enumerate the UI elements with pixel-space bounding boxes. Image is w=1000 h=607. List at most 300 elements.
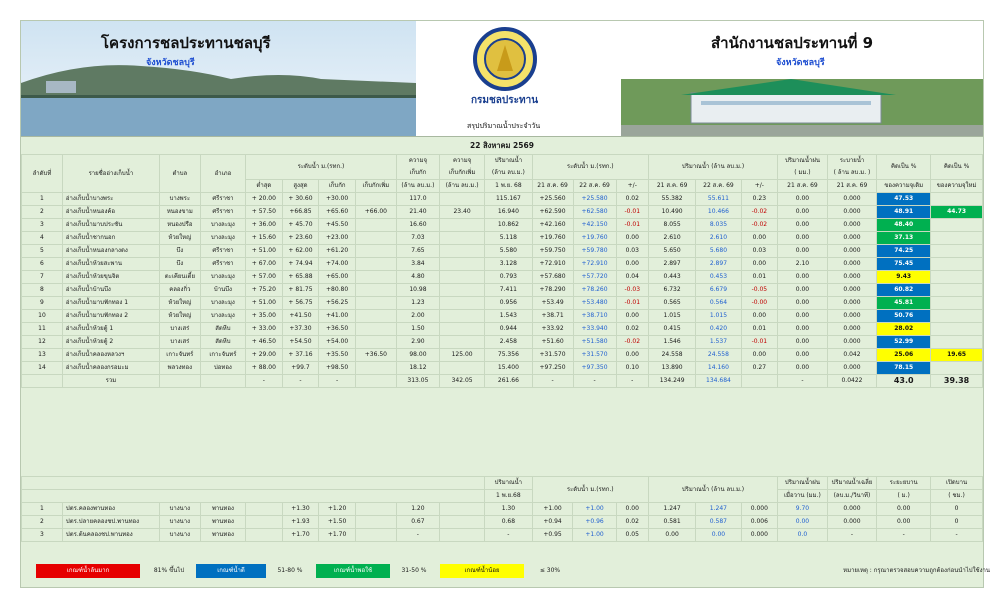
total-dash-7: -: [778, 375, 828, 388]
row-high: +66.85: [282, 206, 319, 219]
col-store: เก็บกัก: [319, 180, 356, 193]
row-pct-new-badge: [931, 258, 983, 271]
row-cap-b: [439, 219, 484, 232]
total-dash-2: -: [282, 375, 319, 388]
row-tambon: หนองขาม: [159, 206, 200, 219]
table-row: [22, 323, 983, 336]
row-name: อ่างเก็บน้ำคลองกรอมะม: [62, 362, 159, 375]
row-high: + 23.60: [282, 232, 319, 245]
row-high: + 81.75: [282, 284, 319, 297]
row-name: อ่างเก็บน้ำห้วยตู้ 2: [62, 336, 159, 349]
total-row: [22, 375, 983, 388]
col-vol-pm: +/-: [741, 180, 778, 193]
row-cap-b: [439, 284, 484, 297]
row-low: + 75.20: [246, 284, 283, 297]
row-high: +54.50: [282, 336, 319, 349]
gate-capacity: -: [396, 529, 439, 542]
row-cap-a: 1.23: [396, 297, 439, 310]
row-level-diff: -0.03: [616, 284, 648, 297]
right-subtitle: จังหวัดชลบุรี: [776, 58, 825, 68]
row-amphoe: เกาะจันทร์: [200, 349, 245, 362]
row-pct-new-badge: [931, 362, 983, 375]
row-level-d1: +51.60: [532, 336, 573, 349]
row-pct-new-badge: [931, 284, 983, 297]
gate-name: ปตร.ปลายคลองชป.พานทอง: [62, 516, 159, 529]
total-dash-3: -: [319, 375, 356, 388]
row-drain: 0.000: [827, 336, 877, 349]
row-pct-old-badge: 48.91: [877, 206, 931, 219]
row-vol-d2: 14.160: [696, 362, 741, 375]
row-level-d2: +19.760: [573, 232, 616, 245]
row-vol-diff: -0.02: [741, 206, 778, 219]
gate-inflow: 0.000: [827, 516, 877, 529]
row-rain: 0.00: [778, 310, 828, 323]
row-vol-diff: 0.27: [741, 362, 778, 375]
row-amphoe: บ่อทอง: [200, 362, 245, 375]
row-pct-new-badge: 19.65: [931, 349, 983, 362]
col-amphoe: อำเภอ: [200, 155, 245, 193]
gate-level-d1: +0.95: [532, 529, 573, 542]
row-high: + 45.70: [282, 219, 319, 232]
gate-capacity: 1.20: [396, 503, 439, 516]
row-pct-new-badge: [931, 193, 983, 206]
row-vol-diff: -0.00: [741, 297, 778, 310]
gate-level-diff: 0.02: [616, 516, 648, 529]
row-store: +80.80: [319, 284, 356, 297]
row-vol-d2: 6.679: [696, 284, 741, 297]
row-rain: 0.00: [778, 271, 828, 284]
gate-vol-diff: 0.006: [741, 516, 778, 529]
col-volume: ปริมาณน้ำ (ล้าน ลบ.ม.): [648, 155, 777, 180]
table-row: [22, 193, 983, 206]
row-tambon: ห้วยใหญ่: [159, 310, 200, 323]
row-vol-1nov68: 0.793: [485, 271, 532, 284]
row-store-extra: [355, 271, 396, 284]
col-capacity-a: [396, 155, 439, 180]
row-level-diff: -0.02: [616, 336, 648, 349]
row-high: + 56.75: [282, 297, 319, 310]
row-cap-b: [439, 362, 484, 375]
col-lvl-d1: 21 ส.ค. 69: [532, 180, 573, 193]
gate-level-d2: +1.00: [573, 529, 616, 542]
row-level-diff: 0.04: [616, 271, 648, 284]
row-amphoe: สัตหีบ: [200, 336, 245, 349]
row-cap-b: [439, 310, 484, 323]
col-capacity-b: [439, 155, 484, 180]
row-vol-d2: 55.611: [696, 193, 741, 206]
row-cap-b: [439, 336, 484, 349]
row-amphoe: สัตหีบ: [200, 323, 245, 336]
col-rain: [778, 155, 828, 180]
row-tambon: พลวงทอง: [159, 362, 200, 375]
row-no: 7: [22, 271, 63, 284]
total-dash-4: -: [532, 375, 573, 388]
row-drain: 0.000: [827, 310, 877, 323]
row-no: 2: [22, 206, 63, 219]
row-pct-new-badge: [931, 323, 983, 336]
legend-green-box: เกณฑ์น้ำพอใช้: [316, 564, 390, 578]
total-dash-5: -: [573, 375, 616, 388]
row-rain: 0.00: [778, 245, 828, 258]
row-cap-b: [439, 271, 484, 284]
col-rain-2: ( มม.): [794, 169, 811, 176]
row-vol-d2: 1.015: [696, 310, 741, 323]
row-vol-diff: 0.00: [741, 232, 778, 245]
gate-level-d1: +0.94: [532, 516, 573, 529]
gate-col-drain: ระยะยบาน: [877, 477, 931, 490]
row-drain: 0.000: [827, 232, 877, 245]
row-high: + 37.16: [282, 349, 319, 362]
row-name: อ่างเก็บน้ำมาบฟักทอง 2: [62, 310, 159, 323]
gate-tambon: บางนาง: [159, 516, 200, 529]
row-name: อ่างเก็บน้ำหนองค้อ: [62, 206, 159, 219]
gate-level-d2: +1.00: [573, 503, 616, 516]
legend-red-box: เกณฑ์น้ำล้นมาก: [36, 564, 140, 578]
row-level-d2: +25.580: [573, 193, 616, 206]
row-no: 1: [22, 193, 63, 206]
row-low: + 57.50: [246, 206, 283, 219]
row-no: 10: [22, 310, 63, 323]
gate-open: -: [931, 529, 983, 542]
row-store: +45.50: [319, 219, 356, 232]
row-cap-a: 7.65: [396, 245, 439, 258]
row-cap-a: 7.03: [396, 232, 439, 245]
row-vol-diff: 0.03: [741, 245, 778, 258]
row-vol-d1: 0.565: [648, 297, 695, 310]
row-no: 14: [22, 362, 63, 375]
gate-col-open: เปิดบาน: [931, 477, 983, 490]
row-no: 8: [22, 284, 63, 297]
row-amphoe: ศรีราชา: [200, 193, 245, 206]
row-rain: 0.00: [778, 336, 828, 349]
row-level-diff: 0.00: [616, 310, 648, 323]
gate-tambon: บางนาง: [159, 503, 200, 516]
row-level-d1: +25.560: [532, 193, 573, 206]
row-low: + 57.00: [246, 271, 283, 284]
row-pct-new-badge: [931, 310, 983, 323]
row-vol-d1: 5.650: [648, 245, 695, 258]
row-store-extra: [355, 310, 396, 323]
row-drain: 0.000: [827, 284, 877, 297]
row-store-extra: [355, 232, 396, 245]
row-level-d1: +78.290: [532, 284, 573, 297]
row-pct-old-badge: 74.25: [877, 245, 931, 258]
total-pct-b: 39.38: [931, 375, 983, 388]
row-vol-d2: 0.420: [696, 323, 741, 336]
row-cap-b: [439, 232, 484, 245]
row-name: อ่างเก็บน้ำห้วยตู้ 1: [62, 323, 159, 336]
row-pct-old-badge: 28.02: [877, 323, 931, 336]
row-rain: 0.00: [778, 232, 828, 245]
row-vol-d1: 8.055: [648, 219, 695, 232]
row-vol-d1: 1.015: [648, 310, 695, 323]
row-vol-diff: 0.00: [741, 349, 778, 362]
gate-col-volume: ปริมาณน้ำ (ล้าน ลบ.ม.): [648, 477, 777, 503]
row-vol-d1: 1.546: [648, 336, 695, 349]
row-cap-a: 18.12: [396, 362, 439, 375]
row-vol-1nov68: 10.862: [485, 219, 532, 232]
gate-rain: 0.0: [778, 529, 828, 542]
row-store: +36.50: [319, 323, 356, 336]
row-pct-new-badge: 44.73: [931, 206, 983, 219]
row-pct-new-badge: [931, 297, 983, 310]
row-pct-new-badge: [931, 271, 983, 284]
col-lvl-pm: +/-: [616, 180, 648, 193]
row-level-d1: +19.760: [532, 232, 573, 245]
total-v1: 134.249: [648, 375, 695, 388]
row-vol-d2: 2.610: [696, 232, 741, 245]
row-drain: 0.000: [827, 258, 877, 271]
row-rain: 0.00: [778, 206, 828, 219]
col-level-msl: ระดับน้ำ ม.(รทก.): [246, 155, 397, 180]
table-row: [22, 219, 983, 232]
row-drain: 0.000: [827, 297, 877, 310]
row-store: +23.00: [319, 232, 356, 245]
department-name: กรมชลประทาน: [471, 95, 539, 106]
col-drain-2: ( ล้าน ลบ.ม. ): [833, 169, 871, 176]
row-tambon: ห้วยใหญ่: [159, 297, 200, 310]
gate-col-drain-unit: ( ม.): [877, 490, 931, 503]
row-pct-old-badge: 78.15: [877, 362, 931, 375]
table-row: [22, 206, 983, 219]
gate-col-inflow: ปริมาณน้ำเฉลี่ย: [827, 477, 877, 490]
row-vol-diff: -0.05: [741, 284, 778, 297]
row-store: +41.00: [319, 310, 356, 323]
row-no: 9: [22, 297, 63, 310]
row-level-d2: +38.710: [573, 310, 616, 323]
row-vol-d2: 10.466: [696, 206, 741, 219]
row-amphoe: ศรีราชา: [200, 245, 245, 258]
row-drain: 0.042: [827, 349, 877, 362]
col-level: ระดับน้ำ ม.(รทก.): [532, 155, 648, 180]
col-pct-a: คิดเป็น %: [877, 155, 931, 180]
row-store: +98.50: [319, 362, 356, 375]
col-vol-d1: 21 ส.ค. 69: [648, 180, 695, 193]
report-date: 22 สิงหาคม 2569: [21, 136, 983, 155]
row-vol-1nov68: 7.411: [485, 284, 532, 297]
row-low: + 67.00: [246, 258, 283, 271]
row-vol-diff: -0.01: [741, 336, 778, 349]
legend-blue-range: 51-80 %: [277, 567, 303, 574]
report-caption: สรุปปริมาณน้ำประจำวัน: [467, 122, 541, 130]
gate-vol-d2: 1.247: [696, 503, 741, 516]
row-level-d2: +72.910: [573, 258, 616, 271]
row-name: อ่างเก็บน้ำบางพระ: [62, 193, 159, 206]
gate-table: [21, 476, 983, 542]
row-name: อ่างเก็บน้ำคลองหลวงฯ: [62, 349, 159, 362]
row-rain: 0.00: [778, 193, 828, 206]
row-cap-a: 98.00: [396, 349, 439, 362]
row-store: +54.00: [319, 336, 356, 349]
row-cap-a: 21.40: [396, 206, 439, 219]
total-pct-a: 43.0: [877, 375, 931, 388]
legend-yellow-box: เกณฑ์น้ำน้อย: [440, 564, 524, 578]
gate-drain: -: [877, 529, 931, 542]
row-vol-d1: 0.443: [648, 271, 695, 284]
gate-vol-d2: 0.587: [696, 516, 741, 529]
row-vol-d1: 10.490: [648, 206, 695, 219]
col-no: ลำดับที่: [22, 155, 63, 193]
legend-yellow-range: ≤ 30%: [539, 567, 561, 574]
row-tambon: ห้วยใหญ่: [159, 232, 200, 245]
table-row: [22, 297, 983, 310]
row-vol-1nov68: 15.400: [485, 362, 532, 375]
row-level-d2: +31.570: [573, 349, 616, 362]
row-vol-d2: 1.537: [696, 336, 741, 349]
row-level-d1: +72.910: [532, 258, 573, 271]
table-row: [22, 349, 983, 362]
gate-vol-diff: 0.000: [741, 503, 778, 516]
row-store-extra: [355, 362, 396, 375]
col-cap-a-unit: (ล้าน ลบ.ม.): [396, 180, 439, 193]
row-vol-d1: 0.415: [648, 323, 695, 336]
row-high: +37.30: [282, 323, 319, 336]
row-pct-old-badge: 25.06: [877, 349, 931, 362]
table-row: [22, 362, 983, 375]
row-store-extra: [355, 284, 396, 297]
table-row: [22, 310, 983, 323]
row-store-extra: +36.50: [355, 349, 396, 362]
row-tambon: บางพระ: [159, 193, 200, 206]
gate-level-diff: 0.05: [616, 529, 648, 542]
table-row: [22, 258, 983, 271]
row-level-diff: 0.10: [616, 362, 648, 375]
row-level-diff: 0.02: [616, 193, 648, 206]
row-vol-diff: 0.00: [741, 310, 778, 323]
gate-open: 0: [931, 516, 983, 529]
col-drain-1: ระบายน้ำ: [839, 157, 865, 164]
row-level-d2: +33.940: [573, 323, 616, 336]
row-level-d2: +42.150: [573, 219, 616, 232]
col-rain-date: 21 ส.ค. 69: [778, 180, 828, 193]
row-pct-old-badge: 50.76: [877, 310, 931, 323]
gate-vol: -: [485, 529, 532, 542]
row-level-d2: +62.580: [573, 206, 616, 219]
row-pct-old-badge: 48.40: [877, 219, 931, 232]
total-label: รวม: [62, 375, 159, 388]
row-no: 13: [22, 349, 63, 362]
row-tambon: บึง: [159, 258, 200, 271]
row-level-d2: +78.260: [573, 284, 616, 297]
row-level-d1: +59.750: [532, 245, 573, 258]
row-cap-b: [439, 297, 484, 310]
row-rain: 0.00: [778, 349, 828, 362]
row-store: +35.50: [319, 349, 356, 362]
row-vol-diff: 0.01: [741, 271, 778, 284]
row-vol-1nov68: 16.940: [485, 206, 532, 219]
row-level-diff: 0.00: [616, 349, 648, 362]
row-cap-b: [439, 245, 484, 258]
row-pct-new-badge: [931, 232, 983, 245]
col-rain-1: ปริมาณน้ำฝน: [784, 157, 820, 164]
row-vol-d2: 2.897: [696, 258, 741, 271]
col-pct-a-sub: ของความจุเดิม: [877, 180, 931, 193]
gate-vol-d1: 1.247: [648, 503, 695, 516]
gate-row: [22, 503, 983, 516]
row-high: + 74.94: [282, 258, 319, 271]
row-vol-diff: -0.02: [741, 219, 778, 232]
col-cap-b-unit: (ล้าน ลบ.ม.): [439, 180, 484, 193]
total-dash-1: -: [246, 375, 283, 388]
row-drain: 0.000: [827, 193, 877, 206]
gate-vol-diff: 0.000: [741, 529, 778, 542]
legend-green-range: 31-50 %: [401, 567, 427, 574]
left-title: โครงการชลประทานชลบุรี: [101, 34, 271, 52]
row-high: + 65.88: [282, 271, 319, 284]
row-store: +65.00: [319, 271, 356, 284]
row-no: 3: [22, 219, 63, 232]
row-low: + 35.00: [246, 310, 283, 323]
row-level-d1: +62.590: [532, 206, 573, 219]
row-name: อ่างเก็บน้ำมาบฟักทอง 1: [62, 297, 159, 310]
row-low: + 15.60: [246, 232, 283, 245]
row-low: + 88.00: [246, 362, 283, 375]
gate-name: ปตร.คลองพานทอง: [62, 503, 159, 516]
row-level-diff: 0.00: [616, 258, 648, 271]
row-amphoe: ศรีราชา: [200, 258, 245, 271]
row-level-diff: -0.01: [616, 297, 648, 310]
col-vol-date: 1 พ.ย. 68: [485, 180, 532, 193]
row-high: + 62.00: [282, 245, 319, 258]
gate-rain: 0.00: [778, 516, 828, 529]
legend: [0, 560, 1000, 590]
row-cap-b: 23.40: [439, 206, 484, 219]
row-level-d2: +97.350: [573, 362, 616, 375]
row-vol-diff: 0.00: [741, 258, 778, 271]
right-title: สำนักงานชลประทานที่ 9: [711, 34, 874, 52]
gate-row: [22, 529, 983, 542]
row-low: + 33.00: [246, 323, 283, 336]
table-row: [22, 232, 983, 245]
row-cap-a: 10.98: [396, 284, 439, 297]
col-drain: [827, 155, 877, 180]
row-vol-d2: 0.453: [696, 271, 741, 284]
col-drain-date: 21 ส.ค. 69: [827, 180, 877, 193]
row-vol-diff: 0.23: [741, 193, 778, 206]
row-store-extra: [355, 297, 396, 310]
row-amphoe: บางละมุง: [200, 310, 245, 323]
row-tambon: คลองกิ่ว: [159, 284, 200, 297]
row-level-diff: 0.00: [616, 232, 648, 245]
gate-store: +1.20: [319, 503, 356, 516]
row-high: +99.7: [282, 362, 319, 375]
row-rain: 0.00: [778, 362, 828, 375]
row-no: 11: [22, 323, 63, 336]
row-vol-d2: 0.564: [696, 297, 741, 310]
row-vol-d1: 2.610: [648, 232, 695, 245]
row-level-d2: +57.720: [573, 271, 616, 284]
total-v2: 134.684: [696, 375, 741, 388]
row-high: + 30.60: [282, 193, 319, 206]
row-store: +74.00: [319, 258, 356, 271]
row-vol-1nov68: 2.458: [485, 336, 532, 349]
row-amphoe: บ้านบึง: [200, 284, 245, 297]
legend-red-range: 81% ขึ้นไป: [153, 567, 185, 574]
row-tambon: บึง: [159, 245, 200, 258]
row-pct-old-badge: 60.82: [877, 284, 931, 297]
row-no: 6: [22, 258, 63, 271]
row-level-d1: +53.49: [532, 297, 573, 310]
row-level-d1: +42.160: [532, 219, 573, 232]
row-pct-old-badge: 47.53: [877, 193, 931, 206]
gate-open: 0: [931, 503, 983, 516]
row-no: 4: [22, 232, 63, 245]
row-store-extra: [355, 336, 396, 349]
col-lvl-d2: 22 ส.ค. 69: [573, 180, 616, 193]
gate-store: +1.50: [319, 516, 356, 529]
row-cap-b: [439, 193, 484, 206]
row-cap-a: 2.90: [396, 336, 439, 349]
